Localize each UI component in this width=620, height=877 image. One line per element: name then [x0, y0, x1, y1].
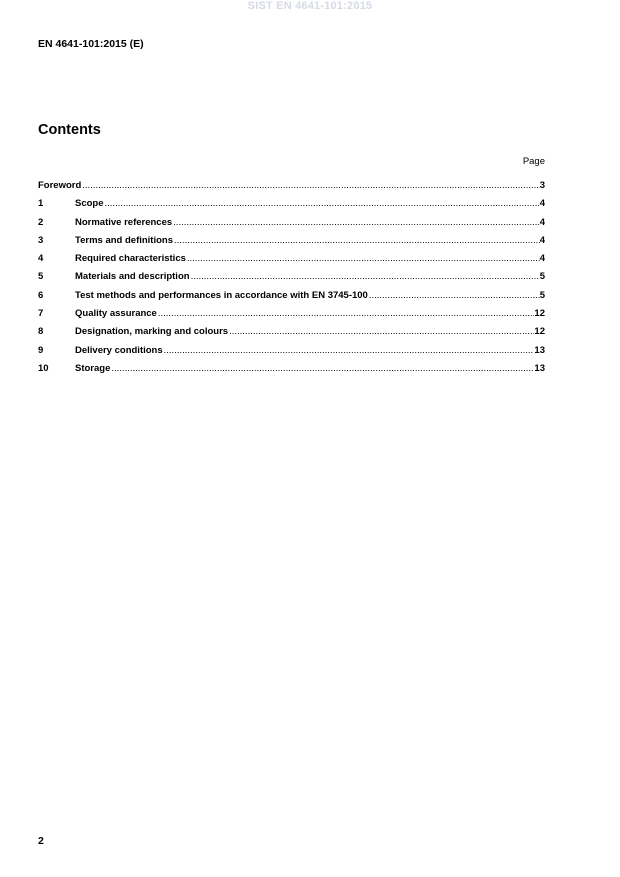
toc-entry-designation-marking-colours[interactable]	[38, 326, 545, 344]
toc-entry-required-characteristics[interactable]	[38, 253, 545, 271]
toc-entry-title: Storage	[75, 362, 111, 374]
toc-dot-leader	[187, 253, 540, 264]
toc-entry-terms-and-definitions[interactable]	[38, 235, 545, 253]
toc-entry-title: Designation, marking and colours	[75, 326, 229, 338]
toc-entry-page: 12	[534, 308, 545, 320]
toc-entry-page: 13	[534, 344, 545, 356]
toc-entry-number: 7	[38, 308, 44, 320]
toc-entry-page: 4	[539, 216, 545, 228]
toc-entry-number: 8	[38, 326, 44, 338]
toc-entry-normative-references[interactable]	[38, 217, 545, 235]
toc-dot-leader	[229, 326, 534, 337]
toc-dot-leader	[173, 217, 540, 228]
toc-dot-leader	[111, 363, 534, 374]
toc-entry-title: Test methods and performances in accordance with EN 3745-100	[75, 289, 368, 301]
toc-entry-title: Terms and definitions	[75, 234, 174, 246]
toc-entry-number: 5	[38, 271, 44, 283]
toc-entry-title: Materials and description	[75, 271, 190, 283]
page-number: 2	[38, 835, 44, 847]
toc-entry-page: 4	[539, 253, 545, 265]
toc-entry-number: 3	[38, 234, 44, 246]
toc-dot-leader	[82, 180, 539, 191]
toc-entry-page: 12	[534, 326, 545, 338]
toc-entry-storage[interactable]	[38, 363, 545, 381]
document-identifier: EN 4641-101:2015 (E)	[38, 38, 144, 50]
toc-entry-quality-assurance[interactable]	[38, 308, 545, 326]
toc-entry-foreword[interactable]	[38, 180, 545, 198]
toc-entry-title: Delivery conditions	[75, 344, 163, 356]
toc-entry-number: 9	[38, 344, 44, 356]
toc-entry-title: Foreword	[38, 180, 82, 191]
toc-entry-page: 4	[539, 234, 545, 246]
toc-entry-page: 5	[539, 289, 545, 301]
contents-heading: Contents	[38, 122, 101, 138]
page-column-label: Page	[522, 156, 545, 167]
toc-entry-number: 10	[38, 362, 49, 374]
toc-dot-leader	[164, 345, 535, 356]
toc-dot-leader	[369, 290, 540, 301]
toc-dot-leader	[191, 271, 540, 282]
toc-entry-number: 2	[38, 216, 44, 228]
toc-entry-number: 4	[38, 253, 44, 265]
table-of-contents	[38, 180, 545, 381]
toc-entry-title: Normative references	[75, 216, 173, 228]
toc-entry-page: 4	[539, 198, 545, 210]
toc-dot-leader	[158, 308, 535, 319]
toc-entry-scope[interactable]	[38, 198, 545, 216]
toc-entry-title: Required characteristics	[75, 253, 186, 265]
toc-entry-page: 13	[534, 362, 545, 374]
toc-dot-leader	[105, 198, 540, 209]
toc-entry-page: 3	[539, 180, 545, 191]
toc-entry-delivery-conditions[interactable]	[38, 345, 545, 363]
toc-entry-test-methods[interactable]	[38, 290, 545, 308]
toc-entry-number: 1	[38, 198, 44, 210]
toc-entry-number: 6	[38, 289, 44, 301]
toc-entry-title: Quality assurance	[75, 308, 157, 320]
toc-dot-leader	[174, 235, 540, 246]
toc-entry-title: Scope	[75, 198, 104, 210]
toc-entry-materials-and-description[interactable]	[38, 271, 545, 289]
watermark-text: SIST EN 4641-101:2015	[247, 0, 373, 12]
toc-entry-page: 5	[539, 271, 545, 283]
